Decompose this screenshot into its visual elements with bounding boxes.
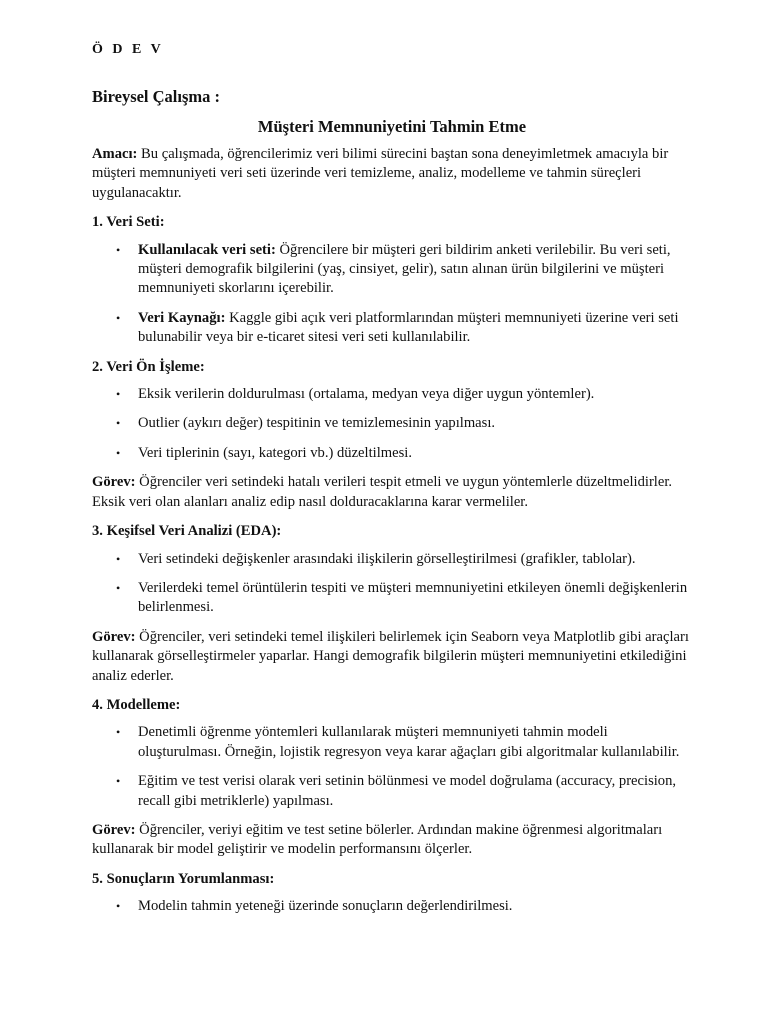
list-item <box>116 241 692 299</box>
list-item-text: Eksik verilerin doldurulması (ortalama, medyan veya diğer uygun yöntemler). <box>138 386 595 403</box>
amac-label: Amacı: <box>92 146 138 162</box>
document-title: Müşteri Memnuniyetini Tahmin Etme <box>257 117 527 136</box>
list-item-text: Denetimli öğrenme yöntemleri kullanılarak müşteri memnuniyeti tahmin modeli oluşturulması. Örneğin, lojistik regresyon veya karar ağaçları gibi algoritmalar kullanılabilir. <box>138 724 680 760</box>
list-item <box>116 309 692 348</box>
section-5-list <box>92 897 692 916</box>
gorev-paragraph <box>92 473 692 512</box>
section-2-list <box>92 385 692 463</box>
amac-text: Bu çalışmada, öğrencilerimiz veri bilimi sürecini baştan sona deneyimletmek amacıyla bir müşteri memnuniyeti veri seti üzerinde veri temizleme, analiz, modelleme ve tahmin süreçleri uygulanacaktır. <box>92 146 669 201</box>
list-item-label: Kullanılacak veri seti: <box>138 241 276 258</box>
bullet-icon: • <box>116 580 121 595</box>
section-1-list <box>92 241 692 348</box>
gorev-paragraph <box>92 628 692 686</box>
bireysel-heading: Bireysel Çalışma : <box>92 87 221 106</box>
section-heading-sonuclar: 5. Sonuçların Yorumlanması: <box>92 870 275 887</box>
gorev-text: Öğrenciler, veri setindeki temel ilişkileri belirlemek için Seaborn veya Matplotlib gibi araçları kullanarak görselleştirmeler yaparlar. Hangi demografik bilgilerin müşteri memnuniyetini etkilediğini analiz ederler. <box>92 628 689 684</box>
document-content <box>92 86 692 927</box>
list-item-text: Outlier (aykırı değer) tespitinin ve temizlemesinin yapılması. <box>138 415 496 432</box>
section-3-list <box>92 550 692 618</box>
section-heading-veri-on-isleme: 2. Veri Ön İşleme: <box>92 358 205 375</box>
list-item <box>116 414 692 433</box>
list-item-text: Verilerdeki temel örüntülerin tespiti ve müşteri memnuniyetini etkileyen önemli değişkenlerin belirlenmesi. <box>138 579 688 616</box>
list-item-text: Öğrencilere bir müşteri geri bildirim anketi verilebilir. Bu veri seti, müşteri demografik bilgilerini (yaş, cinsiyet, gelir), satın alınan ürün bilgilerini ve müşteri memnuniyeti skorlarını içerebilir. <box>138 241 671 297</box>
section-heading-eda: 3. Keşifsel Veri Analizi (EDA): <box>92 523 282 540</box>
list-item-text: Modelin tahmin yeteneği üzerinde sonuçların değerlendirilmesi. <box>138 898 513 915</box>
odev-header: Ö D E V <box>92 42 164 57</box>
amac-paragraph <box>92 145 692 203</box>
gorev-label: Görev: <box>92 821 136 838</box>
gorev-text: Öğrenciler, veriyi eğitim ve test setine bölerler. Ardından makine öğrenmesi algoritmaları kullanarak bir model geliştirir ve modelin performansını ölçerler. <box>92 821 663 858</box>
bullet-icon: • <box>116 445 121 460</box>
bullet-icon: • <box>116 774 121 789</box>
bullet-icon: • <box>116 242 121 257</box>
list-item <box>116 723 692 762</box>
gorev-paragraph <box>92 821 692 860</box>
section-heading-veri-seti: 1. Veri Seti: <box>92 214 165 231</box>
list-item-text: Veri setindeki değişkenler arasındaki ilişkilerin görselleştirilmesi (grafikler, tablolar). <box>138 550 636 567</box>
bullet-icon: • <box>116 310 121 325</box>
gorev-label: Görev: <box>92 628 136 645</box>
bullet-icon: • <box>116 725 121 740</box>
bullet-icon: • <box>116 416 121 431</box>
bullet-icon: • <box>116 551 121 566</box>
section-4-list <box>92 723 692 811</box>
gorev-label: Görev: <box>92 474 136 491</box>
list-item-text: Veri tiplerinin (sayı, kategori vb.) düzeltilmesi. <box>138 444 412 461</box>
list-item-label: Veri Kaynağı: <box>138 309 226 326</box>
list-item <box>116 579 692 618</box>
list-item-text: Eğitim ve test verisi olarak veri setinin bölünmesi ve model doğrulama (accuracy, precision, recall gibi metriklerle) yapılması. <box>138 773 677 809</box>
bullet-icon: • <box>116 387 121 402</box>
section-heading-modelleme: 4. Modelleme: <box>92 696 181 713</box>
list-item <box>116 385 692 404</box>
gorev-text: Öğrenciler veri setindeki hatalı verileri tespit etmeli ve uygun yöntemlerle düzeltmelidirler. Eksik veri olan alanları analiz edip nasıl dolduracaklarına karar vermeliler. <box>92 474 673 510</box>
list-item <box>116 772 692 811</box>
list-item <box>116 444 692 463</box>
list-item-text: Kaggle gibi açık veri platformlarından müşteri memnuniyeti üzerine veri seti bulunabilir veya bir e-ticaret sitesi veri seti kullanılabilir. <box>138 309 679 346</box>
list-item <box>116 550 692 569</box>
bullet-icon: • <box>116 899 121 914</box>
list-item <box>116 897 692 916</box>
